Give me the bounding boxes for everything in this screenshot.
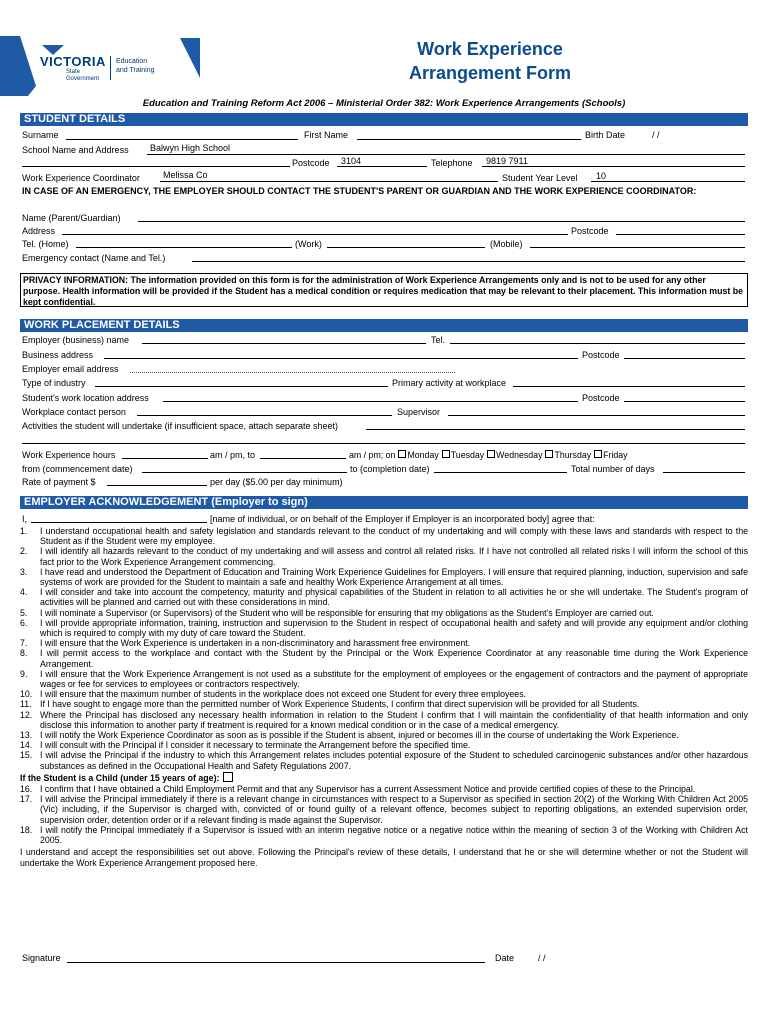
- year-level-value: 10: [596, 171, 607, 181]
- supervisor-label: Supervisor: [397, 407, 441, 417]
- employer-email-label: Employer email address: [22, 364, 119, 374]
- friday-checkbox[interactable]: [594, 450, 602, 458]
- school-value: Balwyn High School: [150, 143, 231, 153]
- tuesday-checkbox[interactable]: [442, 450, 450, 458]
- per-day-label: per day ($5.00 per day minimum): [210, 477, 343, 487]
- list-item: 17. I will advise the Principal immediately if there is a relevant change in circumstances with respect to a Supervisor as specified in section 20(2) of the Working With Children Act 2005 (Vic) including, if the Supervisor is charged with, convicted of or found guilty of a relevant offence, becomes subject to reporting obligations, an extended supervision order, supervision order, detention order or if a relevant finding is made against the Supervisor.: [20, 794, 748, 825]
- surname-field[interactable]: [66, 139, 298, 140]
- to-date-field[interactable]: [434, 472, 567, 473]
- logo-word: VICTORIA: [40, 54, 106, 69]
- address-postcode-field[interactable]: [616, 234, 745, 235]
- contact-person-label: Workplace contact person: [22, 407, 126, 417]
- primary-activity-field[interactable]: [513, 386, 745, 387]
- employer-tel-label: Tel.: [431, 335, 446, 345]
- monday-checkbox[interactable]: [398, 450, 406, 458]
- postcode-field[interactable]: [337, 166, 427, 167]
- hours-label: Work Experience hours: [22, 450, 116, 460]
- page-title: Work Experience Arrangement Form: [408, 39, 572, 83]
- signature-field[interactable]: [67, 962, 485, 963]
- rate-field[interactable]: [107, 485, 207, 486]
- hours-from-field[interactable]: [122, 458, 208, 459]
- business-address-label: Business address: [22, 350, 94, 360]
- coordinator-value: Melissa Co: [163, 170, 208, 180]
- work-placement-heading: WORK PLACEMENT DETAILS: [20, 319, 748, 332]
- signature-label: Signature: [22, 953, 61, 963]
- contact-person-field[interactable]: [137, 415, 392, 416]
- address-postcode-label: Postcode: [571, 226, 609, 236]
- list-item: 7. I will ensure that the Work Experience is undertaken in a non-discriminatory and harassment free environment.: [20, 638, 471, 649]
- birth-date-field[interactable]: / /: [652, 130, 660, 140]
- list-item: 15. I will advise the Principal if the industry to which this Arrangement relates includes potential exposure of the Student to scheduled carcinogenic substances and/or other hazardous substances as defined in the Occupational Health and Safety Regulations 2007.: [20, 750, 748, 771]
- child-checkbox[interactable]: [223, 772, 233, 782]
- list-item: 1. I understand occupational health and safety legislation and standards relevant to the conduct of my undertaking and will comply with these laws and standards with respect to the Student as if the Student were my employee.: [20, 526, 748, 547]
- list-item: 2. I will identify all hazards relevant to the conduct of my undertaking and will assess and control all related risks. If I have not controlled all related risks I will inform the school of this fact prior to the Work Experience Arrangement commencing.: [20, 546, 748, 567]
- year-level-field[interactable]: [591, 181, 745, 182]
- industry-label: Type of industry: [22, 378, 86, 388]
- thursday-checkbox[interactable]: [545, 450, 553, 458]
- tel-home-label: Tel. (Home): [22, 239, 69, 249]
- ampm-to-label: am / pm, to: [210, 450, 256, 460]
- school-address-line[interactable]: [22, 166, 290, 167]
- work-location-label: Student's work location address: [22, 393, 149, 403]
- coordinator-label: Work Experience Coordinator: [22, 173, 140, 183]
- parent-name-label: Name (Parent/Guardian): [22, 213, 121, 223]
- from-date-field[interactable]: [142, 472, 347, 473]
- days-row: am / pm; on Monday Tuesday Wednesday Thursday Friday: [349, 450, 628, 460]
- location-postcode-label: Postcode: [582, 393, 620, 403]
- tel-mobile-field[interactable]: [530, 247, 745, 248]
- employer-acknowledgement-heading: EMPLOYER ACKNOWLEDGEMENT (Employer to sign): [20, 496, 748, 509]
- from-date-label: from (commencement date): [22, 464, 133, 474]
- closing-statement: I understand and accept the responsibilities set out above. Following the Principal's review of these details, I understand that he or she will determine whether or not the Student will undertake the Work Experience Arrangement proposed here.: [20, 847, 748, 868]
- logo-department: Education and Training: [116, 58, 155, 74]
- child-heading-row: If the Student is a Child (under 15 years of age):: [20, 772, 748, 783]
- first-name-field[interactable]: [357, 139, 581, 140]
- total-days-label: Total number of days: [571, 464, 655, 474]
- list-item: 10. I will ensure that the maximum number of students in the workplace does not exceed one Student for every three employees.: [20, 689, 527, 700]
- school-label: School Name and Address: [22, 145, 129, 155]
- tel-mobile-label: (Mobile): [490, 239, 523, 249]
- business-postcode-field[interactable]: [624, 358, 745, 359]
- activities-field-line2[interactable]: [22, 443, 745, 444]
- list-item: 5. I will nominate a Supervisor (or Supervisors) of the Student who will be responsible for ensuring that my obligations as the Student's Employer are carried out.: [20, 607, 654, 618]
- postcode-label: Postcode: [292, 158, 330, 168]
- list-item: 12. Where the Principal has disclosed any necessary health information in relation to the Student I confirm that I will maintain the confidentiality of that health information and only disclose this information to another party if treatment is required for a known medical condition or in the case of a medical emergency.: [20, 709, 748, 730]
- primary-activity-label: Primary activity at workplace: [392, 378, 507, 388]
- acknowledgement-list: [20, 526, 748, 868]
- list-item: 9. I will ensure that the Work Experience Arrangement is not used as a substitute for the employment of employees or the engagement of contractors and the payment of appropriate wages or fee for services to employees or contractors respectively.: [20, 668, 748, 690]
- page-subtitle: Education and Training Reform Act 2006 – Ministerial Order 382: Work Experience Arrangements (Schools): [142, 98, 626, 109]
- emergency-contact-label: Emergency contact (Name and Tel.): [22, 253, 166, 263]
- activities-field[interactable]: [366, 429, 745, 430]
- to-date-label: to (completion date): [350, 464, 430, 474]
- address-field[interactable]: [62, 234, 568, 235]
- location-postcode-field[interactable]: [624, 401, 745, 402]
- intro-text: [name of individual, or on behalf of the Employer if Employer is an incorporated body] agree that:: [210, 514, 595, 524]
- employer-name-field[interactable]: [142, 343, 426, 344]
- list-item: 14. I will consult with the Principal if I consider it necessary to terminate the Arrangement before the specified time.: [20, 740, 471, 751]
- first-name-label: First Name: [304, 130, 349, 140]
- work-location-field[interactable]: [163, 401, 578, 402]
- student-details-heading: STUDENT DETAILS: [20, 113, 748, 126]
- coordinator-field[interactable]: [160, 181, 498, 182]
- supervisor-field[interactable]: [448, 415, 745, 416]
- date-label: Date: [495, 953, 515, 963]
- telephone-label: Telephone: [431, 158, 473, 168]
- year-level-label: Student Year Level: [502, 173, 578, 183]
- privacy-notice: PRIVACY INFORMATION: The information provided on this form is for the administration of Work Experience Arrangements only and is not to be used for any other purpose. Health information will be provided if the Student has a medical condition or requires medication that may be relevant to their placement. This information must be kept confidential.: [20, 273, 748, 307]
- tel-work-label: (Work): [295, 239, 322, 249]
- logo-divider: [110, 56, 111, 80]
- date-field[interactable]: / /: [538, 953, 546, 963]
- list-item: 18. I will notify the Principal immediately if a Supervisor is issued with an interim negative notice or a negative notice within the meaning of section 3 of the Working with Children Act 2005.: [20, 824, 748, 846]
- victoria-logo-icon: [0, 0, 200, 98]
- list-item: 4. I will consider and take into account the competency, maturity and physical capabilities of the Student in relation to all activities he or she will undertake. The Student's program of activities will be planned and carried out with these considerations in mind.: [20, 587, 748, 608]
- tel-work-field[interactable]: [327, 247, 485, 248]
- school-field[interactable]: [147, 154, 745, 155]
- list-item: 13. I will notify the Work Experience Coordinator as soon as is possible if the Student is absent, injured or becomes ill in the course of undertaking the Work Experience.: [20, 730, 679, 741]
- business-postcode-label: Postcode: [582, 350, 620, 360]
- telephone-value: 9819 7911: [486, 156, 528, 166]
- list-item: 8. I will permit access to the workplace and contact with the Student by the Principal or the Work Experience Coordinator at any reasonable time during the Work Experience Arrangement.: [20, 648, 748, 669]
- list-item: 3. I have read and understood the Department of Education and Training Work Experience Guidelines for Employers. I will ensure that required planning, induction, supervision and safe systems of work are provided for the Student to maintain a safe and healthy Work Experience Arrangement at all times.: [20, 566, 748, 588]
- list-item: 11. If I have sought to engage more than the permitted number of Work Experience Students, I confirm that direct supervision will be provided for all Students.: [20, 699, 640, 710]
- form-header: [0, 0, 768, 100]
- intro-prefix: I,: [22, 514, 28, 524]
- activities-label: Activities the student will undertake (if insufficient space, attach separate sheet): [22, 421, 339, 431]
- total-days-field[interactable]: [663, 472, 745, 473]
- list-item: 16. I confirm that I have obtained a Child Employment Permit and that any Supervisor has a current Assessment Notice and provide certified copies of these to the Principal.: [20, 784, 696, 795]
- tel-home-field[interactable]: [76, 247, 292, 248]
- birth-date-label: Birth Date: [585, 130, 626, 140]
- list-item: 6. I will provide appropriate information, training, instruction and supervision to the Student in respect of occupational health and safety and will provide any equipment and/or clothing which is required to comply with my duty of care toward the Student.: [20, 617, 748, 639]
- employer-email-field[interactable]: [130, 372, 455, 373]
- employer-name-ack-field[interactable]: [31, 522, 207, 523]
- employer-name-label: Employer (business) name: [22, 335, 130, 345]
- hours-to-field[interactable]: [260, 458, 346, 459]
- address-label: Address: [22, 226, 56, 236]
- business-address-field[interactable]: [104, 358, 578, 359]
- postcode-value: 3104: [341, 156, 362, 166]
- logo-state: State Government: [66, 69, 100, 82]
- rate-label: Rate of payment $: [22, 477, 96, 487]
- telephone-field[interactable]: [482, 166, 745, 167]
- parent-name-field[interactable]: [138, 221, 745, 222]
- wednesday-checkbox[interactable]: [487, 450, 495, 458]
- surname-label: Surname: [22, 130, 59, 140]
- employer-tel-field[interactable]: [450, 343, 745, 344]
- emergency-heading: IN CASE OF AN EMERGENCY, THE EMPLOYER SHOULD CONTACT THE STUDENT'S PARENT OR GUARDIAN AND THE WORK EXPERIENCE COORDINATOR:: [22, 186, 697, 196]
- emergency-contact-field[interactable]: [192, 261, 745, 262]
- industry-field[interactable]: [95, 386, 388, 387]
